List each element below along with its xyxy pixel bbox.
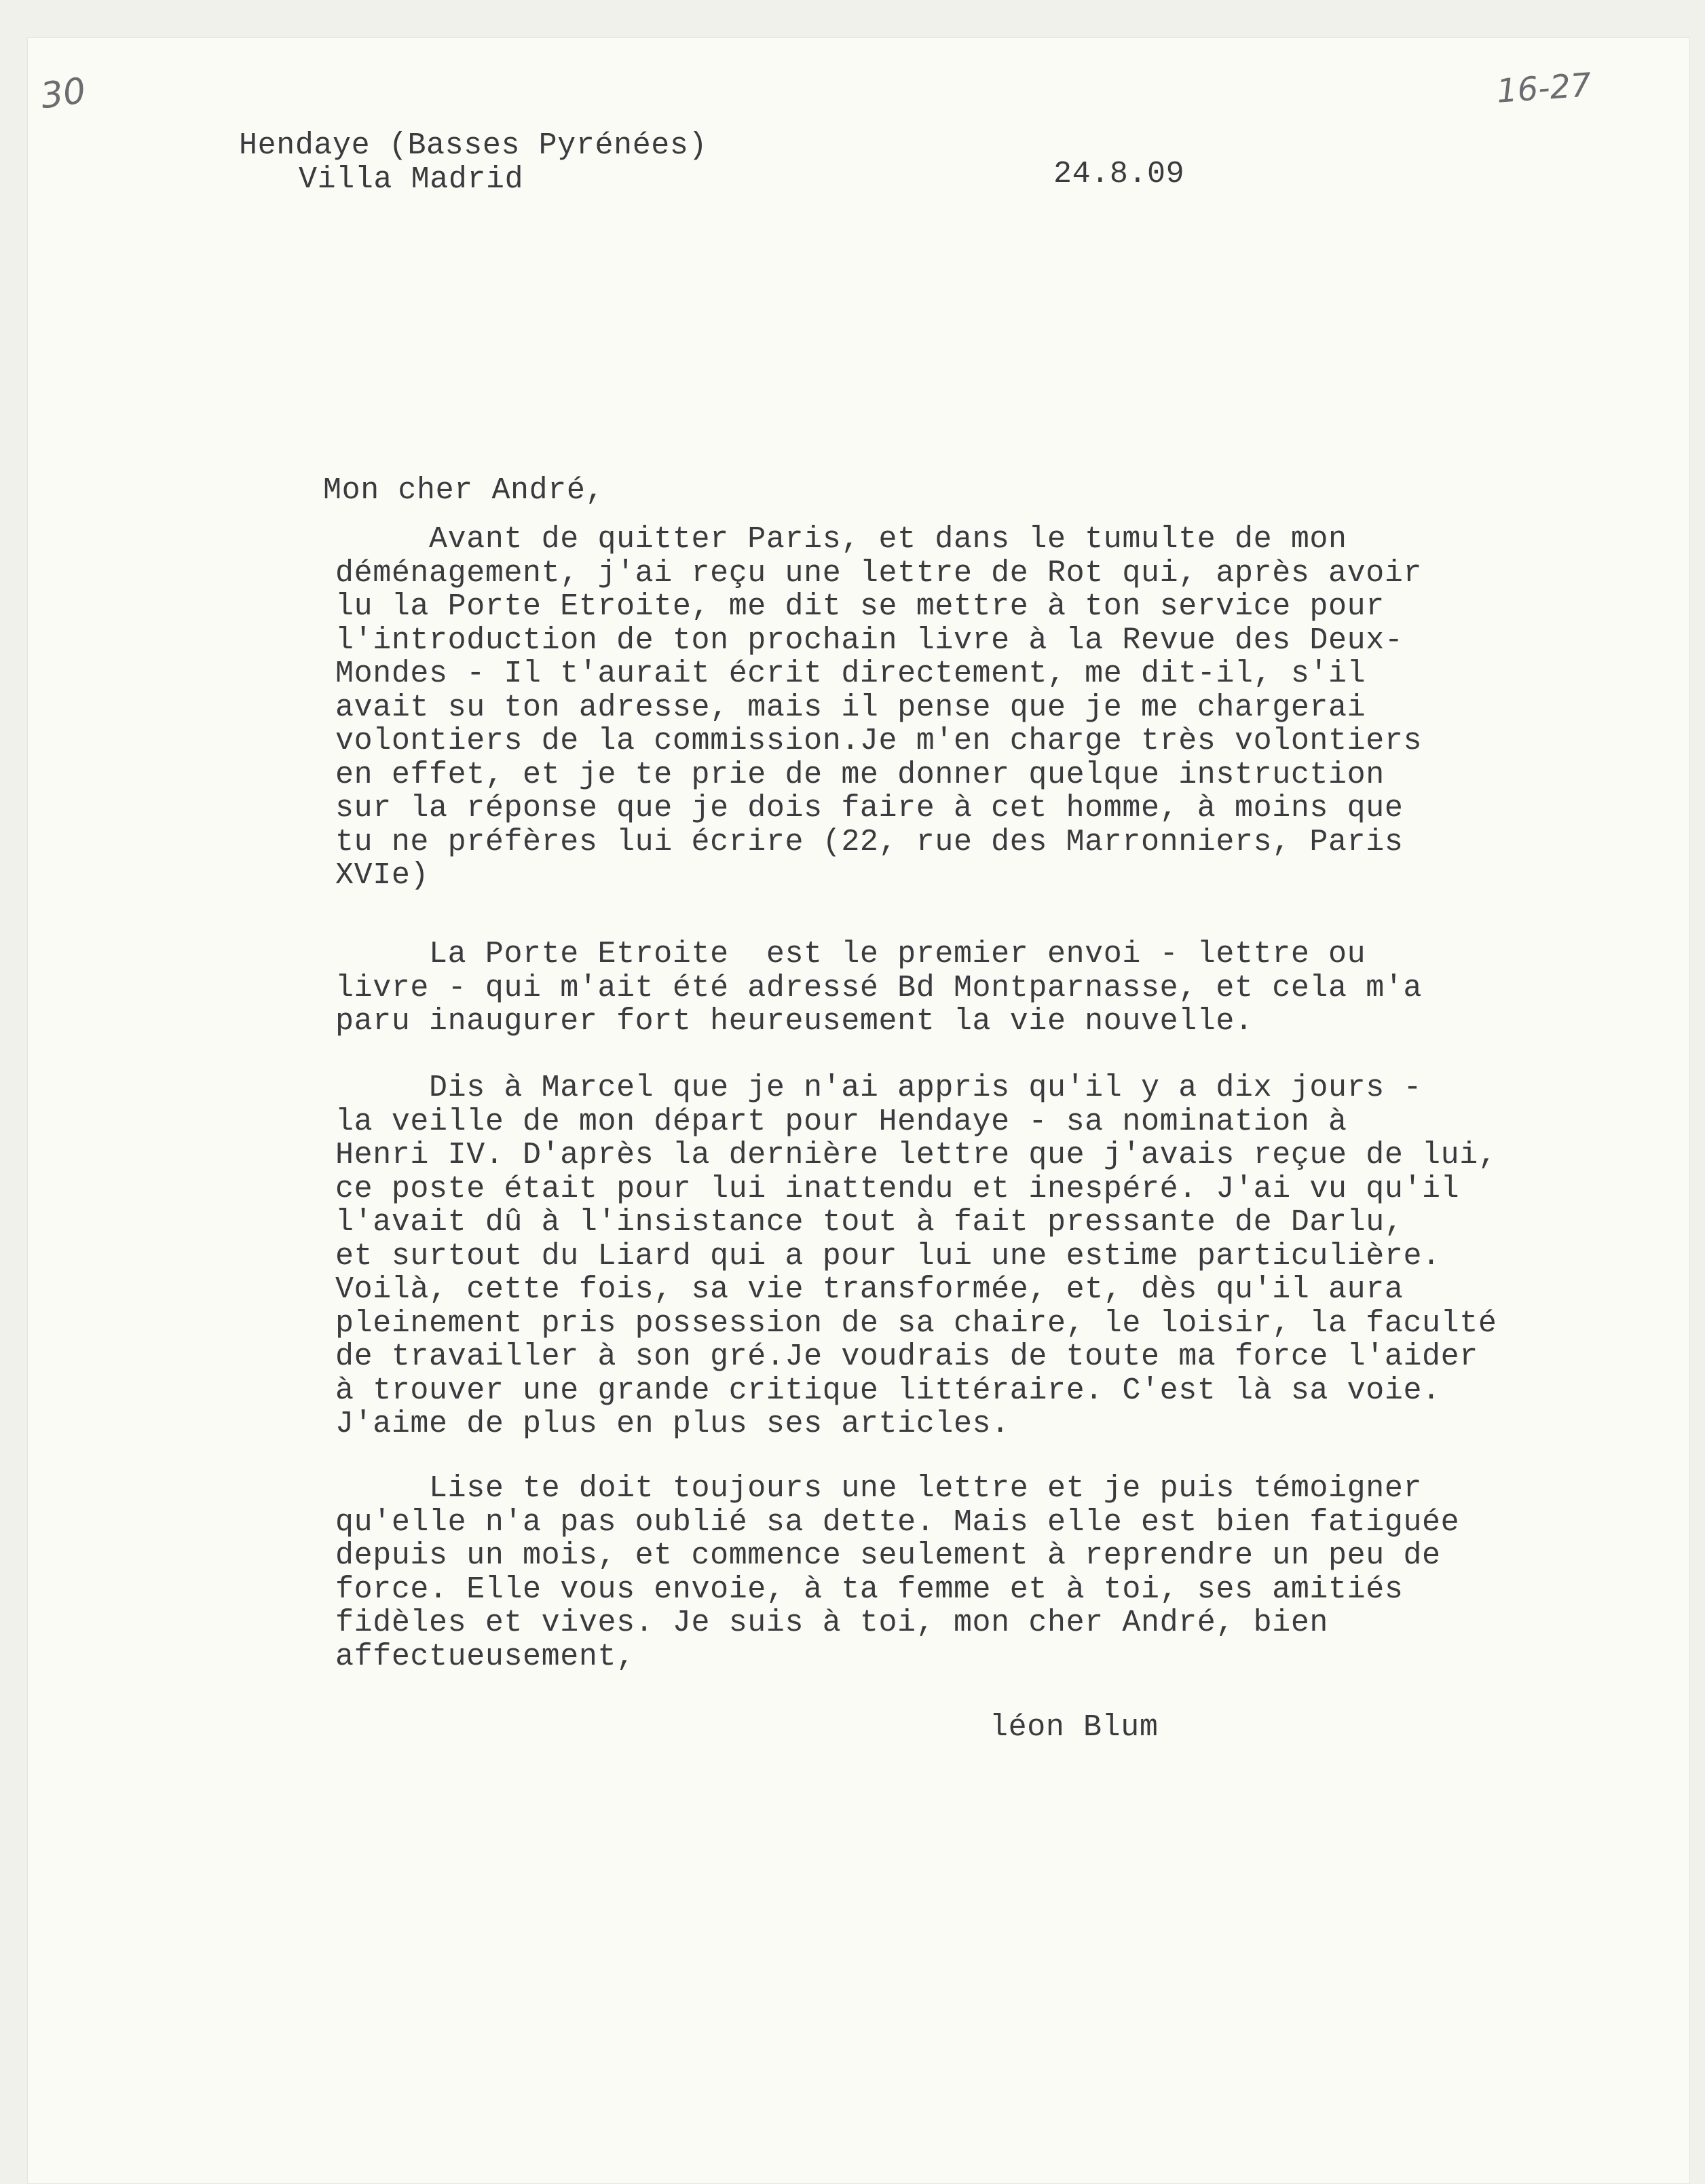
paragraph-line: XVIe) (335, 858, 430, 893)
paragraph-line: paru inaugurer fort heureusement la vie nouvelle. (335, 1004, 1254, 1039)
paragraph-line: et surtout du Liard qui a pour lui une estime particulière. (335, 1238, 1441, 1274)
header-date: 24.8.09 (1053, 157, 1185, 191)
paragraph-line: La Porte Etroite est le premier envoi - lettre ou (335, 937, 1366, 971)
paragraph-line: livre - qui m'ait été adressé Bd Montparnasse, et cela m'a (335, 970, 1423, 1005)
paragraph-line: à trouver une grande critique littéraire. C'est là sa voie. (335, 1373, 1441, 1408)
paragraph-line: Lise te doit toujours une lettre et je puis témoigner (335, 1471, 1423, 1506)
paragraph-line: lu la Porte Etroite, me dit se mettre à ton service pour (335, 589, 1385, 624)
signature: léon Blum (990, 1710, 1159, 1745)
margin-note-left: 30 (38, 70, 89, 117)
paragraph-line: force. Elle vous envoie, à ta femme et à toi, ses amitiés (335, 1572, 1404, 1607)
paragraph-line: l'avait dû à l'insistance tout à fait pressante de Darlu, (335, 1205, 1404, 1240)
paragraph-line: avait su ton adresse, mais il pense que je me chargerai (335, 690, 1366, 725)
paragraph-line: Dis à Marcel que je n'ai appris qu'il y a dix jours - (335, 1071, 1423, 1105)
header-place: Hendaye (Basses Pyrénées) (239, 128, 708, 163)
paragraph-line: ce poste était pour lui inattendu et inespéré. J'ai vu qu'il (335, 1171, 1460, 1206)
paragraph-line: fidèles et vives. Je suis à toi, mon cher André, bien (335, 1606, 1329, 1640)
paragraph-line: tu ne préfères lui écrire (22, rue des Marronniers, Paris (335, 824, 1404, 859)
paragraph-line: Voilà, cette fois, sa vie transformée, et, dès qu'il aura (335, 1272, 1404, 1307)
paragraph-line: depuis un mois, et commence seulement à reprendre un peu de (335, 1538, 1441, 1573)
paragraph-line: déménagement, j'ai reçu une lettre de Rot qui, après avoir (335, 555, 1423, 591)
paragraph-line: Avant de quitter Paris, et dans le tumulte de mon (335, 522, 1347, 557)
margin-note-right: 16-27 (1495, 66, 1593, 111)
paragraph-3 (335, 1071, 1497, 1441)
paragraph-4 (335, 1472, 1459, 1673)
paragraph-line: de travailler à son gré.Je voudrais de toute ma force l'aider (335, 1339, 1478, 1374)
header-villa: Villa Madrid (299, 162, 524, 197)
paragraph-line: qu'elle n'a pas oublié sa dette. Mais elle est bien fatiguée (335, 1504, 1460, 1540)
paragraph-line: volontiers de la commission.Je m'en charge très volontiers (335, 724, 1423, 758)
salutation: Mon cher André, (323, 473, 605, 508)
paragraph-line: J'aime de plus en plus ses articles. (335, 1407, 1010, 1441)
paragraph-line: sur la réponse que je dois faire à cet homme, à moins que (335, 791, 1404, 826)
paragraph-line: Mondes - Il t'aurait écrit directement, me dit-il, s'il (335, 656, 1366, 691)
paragraph-line: affectueusement, (335, 1639, 635, 1674)
paragraph-line: en effet, et je te prie de me donner quelque instruction (335, 757, 1385, 792)
paragraph-line: l'introduction de ton prochain livre à la Revue des Deux- (335, 623, 1404, 658)
paragraph-line: Henri IV. D'après la dernière lettre que j'avais reçue de lui, (335, 1138, 1497, 1172)
paragraph-2 (335, 938, 1422, 1039)
paragraph-1 (335, 523, 1422, 893)
paragraph-line: la veille de mon départ pour Hendaye - sa nomination à (335, 1104, 1347, 1139)
paragraph-line: pleinement pris possession de sa chaire, le loisir, la faculté (335, 1306, 1497, 1341)
